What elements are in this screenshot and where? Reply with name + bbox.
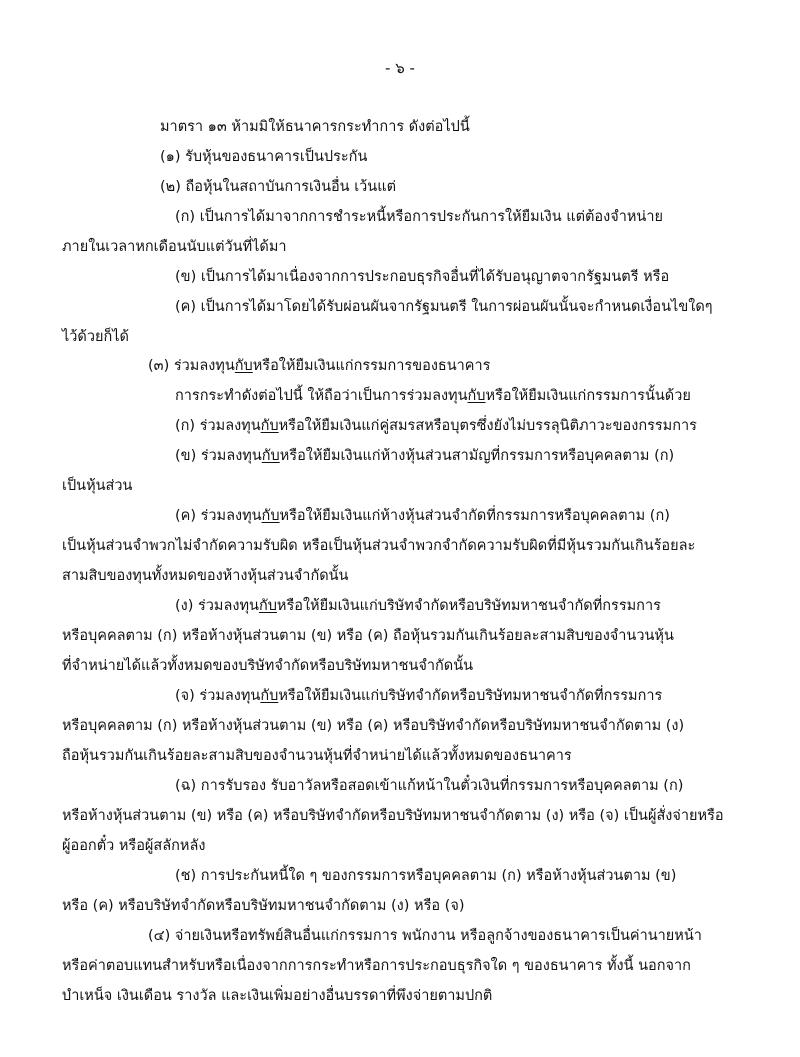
text-segment: หรือให้ยืมเงินแก่บริษัทจำกัดหรือบริษัทมหาชนจำกัดที่กรรมการ: [278, 688, 663, 704]
text-line: ภายในเวลาหกเดือนนับแต่วันที่ได้มา: [62, 239, 287, 255]
text-line: ไว้ด้วยก็ได้: [62, 329, 129, 345]
text-line: (๒) ถือหุ้นในสถาบันการเงินอื่น เว้นแต่: [160, 179, 396, 195]
underlined-word: กับ: [260, 418, 279, 434]
underlined-word: กับ: [261, 448, 280, 464]
underlined-word: กับ: [258, 598, 277, 614]
text-line: (ช) การประกันหนี้ใด ๆ ของกรรมการหรือบุคคลตาม (ก) หรือห้างหุ้นส่วนตาม (ข): [175, 868, 677, 884]
page-number: - ๖ -: [385, 59, 415, 77]
underlined-word: กับ: [467, 388, 486, 404]
text-line: ที่จำหน่ายได้แล้วทั้งหมดของบริษัทจำกัดหรือบริษัทมหาชนจำกัดนั้น: [62, 658, 474, 674]
text-line: มาตรา ๑๓ ห้ามมิให้ธนาคารกระทำการ ดังต่อไปนี้: [160, 119, 470, 135]
underlined-word: กับ: [261, 508, 280, 524]
text-segment: หรือให้ยืมเงินแก่กรรมการนั้นด้วย: [485, 388, 691, 404]
text-line: (ฉ) การรับรอง รับอาวัลหรือสอดเข้าแก้หน้าในตั๋วเงินที่กรรมการหรือบุคคลตาม (ก): [175, 778, 684, 794]
text-line: (๔) จ่ายเงินหรือทรัพย์สินอื่นแก่กรรมการ พนักงาน หรือลูกจ้างของธนาคารเป็นค่านายหน้า: [148, 928, 702, 944]
text-segment: (จ) ร่วมลงทุน: [175, 688, 261, 704]
text-line: เป็นหุ้นส่วนจำพวกไม่จำกัดความรับผิด หรือเป็นหุ้นส่วนจำพวกจำกัดความรับผิดที่มีหุ้นรวมกันเกินร้อยละ: [62, 538, 696, 554]
text-line: บำเหน็จ เงินเดือน รางวัล และเงินเพิ่มอย่างอื่นบรรดาที่พึงจ่ายตามปกติ: [62, 988, 493, 1004]
text-line: [175, 686, 662, 706]
text-line: (ค) เป็นการได้มาโดยได้รับผ่อนผันจากรัฐมนตรี ในการผ่อนผันนั้นจะกำหนดเงื่อนไขใดๆ: [175, 299, 713, 315]
text-line: หรือ (ค) หรือบริษัทจำกัดหรือบริษัทมหาชนจำกัดตาม (ง) หรือ (จ): [62, 898, 465, 914]
text-line: หรือบุคคลตาม (ก) หรือห้างหุ้นส่วนตาม (ข) หรือ (ค) ถือหุ้นรวมกันเกินร้อยละสามสิบของจำนวนหุ้น: [62, 628, 674, 644]
text-line: [175, 506, 670, 526]
text-segment: หรือให้ยืมเงินแก่ห้างหุ้นส่วนจำกัดที่กรรมการหรือบุคคลตาม (ก): [279, 508, 670, 524]
text-line: [175, 596, 661, 616]
text-line: หรือค่าตอบแทนสำหรับหรือเนื่องจากการกระทำหรือการประกอบธุรกิจใด ๆ ของธนาคาร ทั้งนี้ นอกจาก: [62, 958, 691, 974]
text-line: สามสิบของทุนทั้งหมดของห้างหุ้นส่วนจำกัดนั้น: [62, 568, 349, 584]
text-line: ถือหุ้นรวมกันเกินร้อยละสามสิบของจำนวนหุ้นที่จำหน่ายได้แล้วทั้งหมดของธนาคาร: [62, 748, 572, 764]
text-line: (๑) รับหุ้นของธนาคารเป็นประกัน: [160, 149, 368, 165]
underlined-word: กับ: [234, 358, 253, 374]
text-segment: หรือให้ยืมเงินแก่บริษัทจำกัดหรือบริษัทมหาชนจำกัดที่กรรมการ: [276, 598, 661, 614]
text-segment: (ง) ร่วมลงทุน: [175, 598, 259, 614]
text-segment: การกระทำดังต่อไปนี้ ให้ถือว่าเป็นการร่วมลงทุน: [175, 388, 468, 404]
text-line: (ข) เป็นการได้มาเนื่องจากการประกอบธุรกิจอื่นที่ได้รับอนุญาตจากรัฐมนตรี หรือ: [175, 269, 670, 285]
text-segment: (ข) ร่วมลงทุน: [175, 448, 262, 464]
text-line: [175, 416, 697, 436]
text-line: ผู้ออกตั๋ว หรือผู้สลักหลัง: [62, 838, 206, 854]
text-line: [175, 446, 674, 466]
text-segment: หรือให้ยืมเงินแก่กรรมการของธนาคาร: [252, 358, 491, 374]
text-line: หรือบุคคลตาม (ก) หรือห้างหุ้นส่วนตาม (ข) หรือ (ค) หรือบริษัทจำกัดหรือบริษัทมหาชนจำกัดตาม (ง): [62, 718, 685, 734]
underlined-word: กับ: [260, 688, 279, 704]
text-line: [175, 386, 691, 406]
text-segment: หรือให้ยืมเงินแก่คู่สมรสหรือบุตรซึ่งยังไม่บรรลุนิติภาวะของกรรมการ: [278, 418, 697, 434]
text-line: (ก) เป็นการได้มาจากการชำระหนี้หรือการประกันการให้ยืมเงิน แต่ต้องจำหน่าย: [175, 209, 663, 225]
text-line: [148, 356, 490, 376]
text-segment: (ค) ร่วมลงทุน: [175, 508, 262, 524]
text-segment: หรือให้ยืมเงินแก่ห้างหุ้นส่วนสามัญที่กรรมการหรือบุคคลตาม (ก): [279, 448, 675, 464]
text-segment: (ก) ร่วมลงทุน: [175, 418, 261, 434]
text-line: หรือห้างหุ้นส่วนตาม (ข) หรือ (ค) หรือบริษัทจำกัดหรือบริษัทมหาชนจำกัดตาม (ง) หรือ (จ) เป็นผู้สั่งจ่ายหรือ: [62, 808, 724, 824]
text-line: เป็นหุ้นส่วน: [62, 478, 133, 494]
text-segment: (๓) ร่วมลงทุน: [148, 358, 235, 374]
